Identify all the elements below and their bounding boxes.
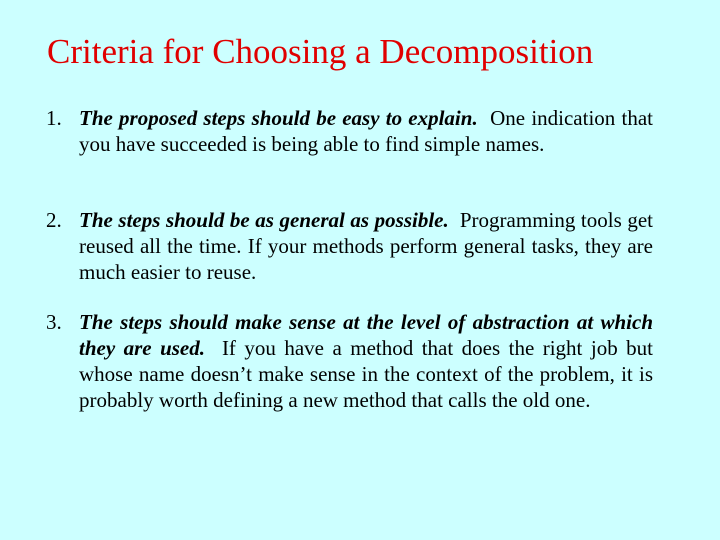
item-text — [79, 309, 653, 413]
item-body: One indication that you have succeeded is being able to find simple names. — [79, 106, 653, 156]
slide-title: Criteria for Choosing a Decomposition — [47, 32, 594, 71]
list-item — [46, 207, 653, 285]
item-number: 3. — [46, 310, 62, 334]
item-lead: The proposed steps should be easy to explain. — [79, 106, 478, 130]
item-lead: The steps should make sense at the level of abstraction at which they are used. — [79, 310, 653, 360]
list-item — [46, 105, 653, 157]
item-body: Programming tools get reused all the time. If your methods perform general tasks, they are much easier to reuse. — [79, 208, 653, 284]
item-body: If you have a method that does the right job but whose name doesn’t make sense in the context of the problem, it is probably worth defining a new method that calls the old one. — [79, 336, 653, 412]
item-number: 1. — [46, 106, 62, 130]
list-item — [46, 309, 653, 413]
item-text — [79, 105, 653, 157]
item-text — [79, 207, 653, 285]
item-number: 2. — [46, 208, 62, 232]
item-lead: The steps should be as general as possible. — [79, 208, 449, 232]
